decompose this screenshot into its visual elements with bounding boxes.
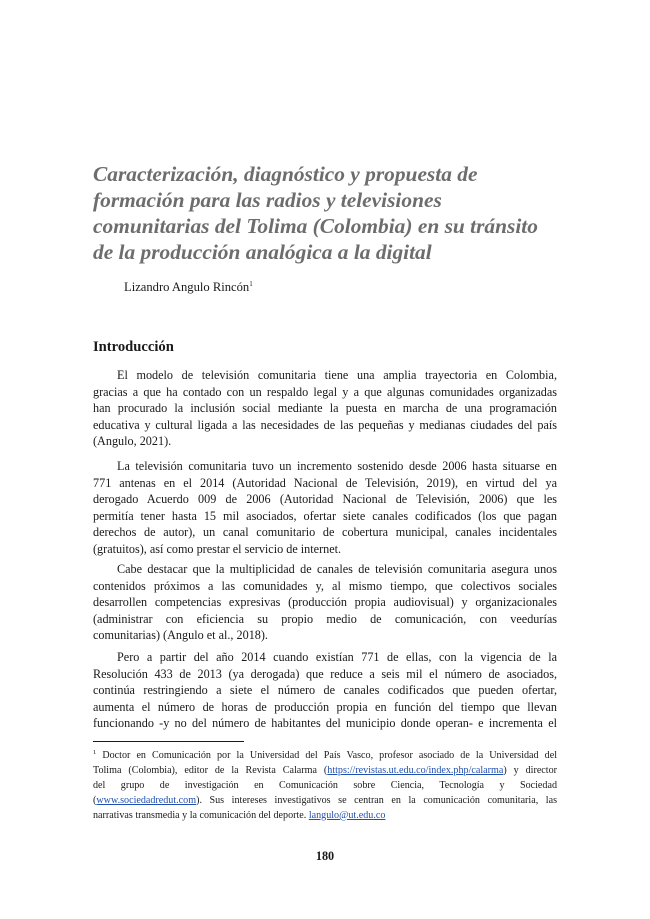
text-line: Pero a partir del año 2014 cuando existían 771 de ellas, con la vigencia de la <box>117 650 557 664</box>
text-line: funcionando -y no del número de habitantes del municipio donde operan- e incrementa el <box>93 716 557 731</box>
footnote-line <box>93 794 557 809</box>
text-line: desarrollen competencias expresivas (producción propia audiovisual) y organizacionales <box>93 595 557 610</box>
paragraph-3 <box>93 561 557 644</box>
text-line: continúa restringiendo a siete el número de canales codificados que pueden ofertar, <box>93 683 557 698</box>
footnote-line: del grupo de investigación en Comunicación sobre Ciencia, Tecnología y Sociedad <box>93 779 557 791</box>
footnote-line <box>93 764 557 779</box>
title-line: comunitarias del Tolima (Colombia) en su tránsito <box>93 214 538 238</box>
text-line: (gratuitos), así como prestar el servicio de internet. <box>93 541 342 556</box>
journal-url-link[interactable]: https://revistas.ut.edu.co/index.php/calarma <box>327 764 504 776</box>
text-line: aumenta el número de horas de producción propia en función del tiempo que llevan <box>93 699 557 714</box>
text-line: (administrar con eficiencia su propio medio de comunicación, con veedurías <box>93 611 557 626</box>
footnote-text: Tolima (Colombia), editor de la Revista Calarma ( <box>93 764 328 776</box>
footnote-text: ). Sus intereses investigativos se centran en la comunicación comunitaria, las <box>196 794 557 806</box>
text-line: La televisión comunitaria tuvo un incremento sostenido desde 2006 hasta situarse en <box>117 459 557 473</box>
text-line: 771 antenas en el 2014 (Autoridad Nacional de Televisión, 2019), en virtud del ya <box>93 475 557 490</box>
author-byline <box>124 276 253 295</box>
footnote-text: Doctor en Comunicación por la Universidad del País Vasco, profesor asociado de la Universidad del <box>102 750 557 761</box>
author-name: Lizandro Angulo Rincón <box>124 280 250 294</box>
page-number: 180 <box>315 849 335 863</box>
title-line: Caracterización, diagnóstico y propuesta de <box>93 162 478 186</box>
footnote-line <box>93 746 557 764</box>
text-line: permitía tener hasta 15 mil asociados, ofertar siete canales codificados (los que pagan <box>93 508 557 523</box>
chapter-title <box>93 161 563 265</box>
footnote-text: narrativas transmedia y la comunicación del deporte. <box>93 809 309 821</box>
section-heading: Introducción <box>93 339 174 355</box>
paragraph-1 <box>93 367 557 450</box>
footnote-line <box>93 809 557 824</box>
text-line: han procurado la inclusión social mediante la puesta en marcha de una programación <box>93 401 557 416</box>
text-line: contenidos próximos a las comunidades y, al mismo tiempo, que colectivos sociales <box>93 578 557 593</box>
text-line: El modelo de televisión comunitaria tiene una amplia trayectoria en Colombia, <box>117 368 557 382</box>
text-line: Resolución 433 de 2013 (ya derogada) que reduce a seis mil el número de asociados, <box>93 666 557 681</box>
group-website-link[interactable]: www.sociedadredut.com <box>96 794 197 806</box>
email-link[interactable]: langulo@ut.edu.co <box>308 809 386 821</box>
text-line: derechos de autor), un canal comunitario de cobertura municipal, canales incidentales <box>93 525 557 540</box>
footnote-marker: 1 <box>93 749 97 756</box>
text-line: comunitarias) (Angulo et al., 2018). <box>93 628 268 643</box>
footnote-text: ( <box>93 794 97 806</box>
text-line: (Angulo, 2021). <box>93 434 172 449</box>
author-footnote-ref[interactable]: 1 <box>249 280 253 288</box>
text-line: Cabe destacar que la multiplicidad de canales de televisión comunitaria asegura unos <box>117 562 557 576</box>
footnote <box>93 746 557 824</box>
title-line: formación para las radios y televisiones <box>93 188 442 212</box>
title-line: de la producción analógica a la digital <box>93 240 432 264</box>
paragraph-2 <box>93 458 557 558</box>
paragraph-4 <box>93 649 557 732</box>
footnote-text: ) y director <box>503 764 558 776</box>
footnote-separator <box>93 741 244 742</box>
text-line: educativa y cultural ligada a las necesidades de las pequeñas y medianas ciudades del país <box>93 417 557 432</box>
text-line: derogado Acuerdo 009 de 2006 (Autoridad Nacional de Televisión, 2006) que les <box>93 492 557 507</box>
text-line: gracias a que ha contado con un respaldo legal y a que algunas comunidades organizadas <box>93 384 557 399</box>
